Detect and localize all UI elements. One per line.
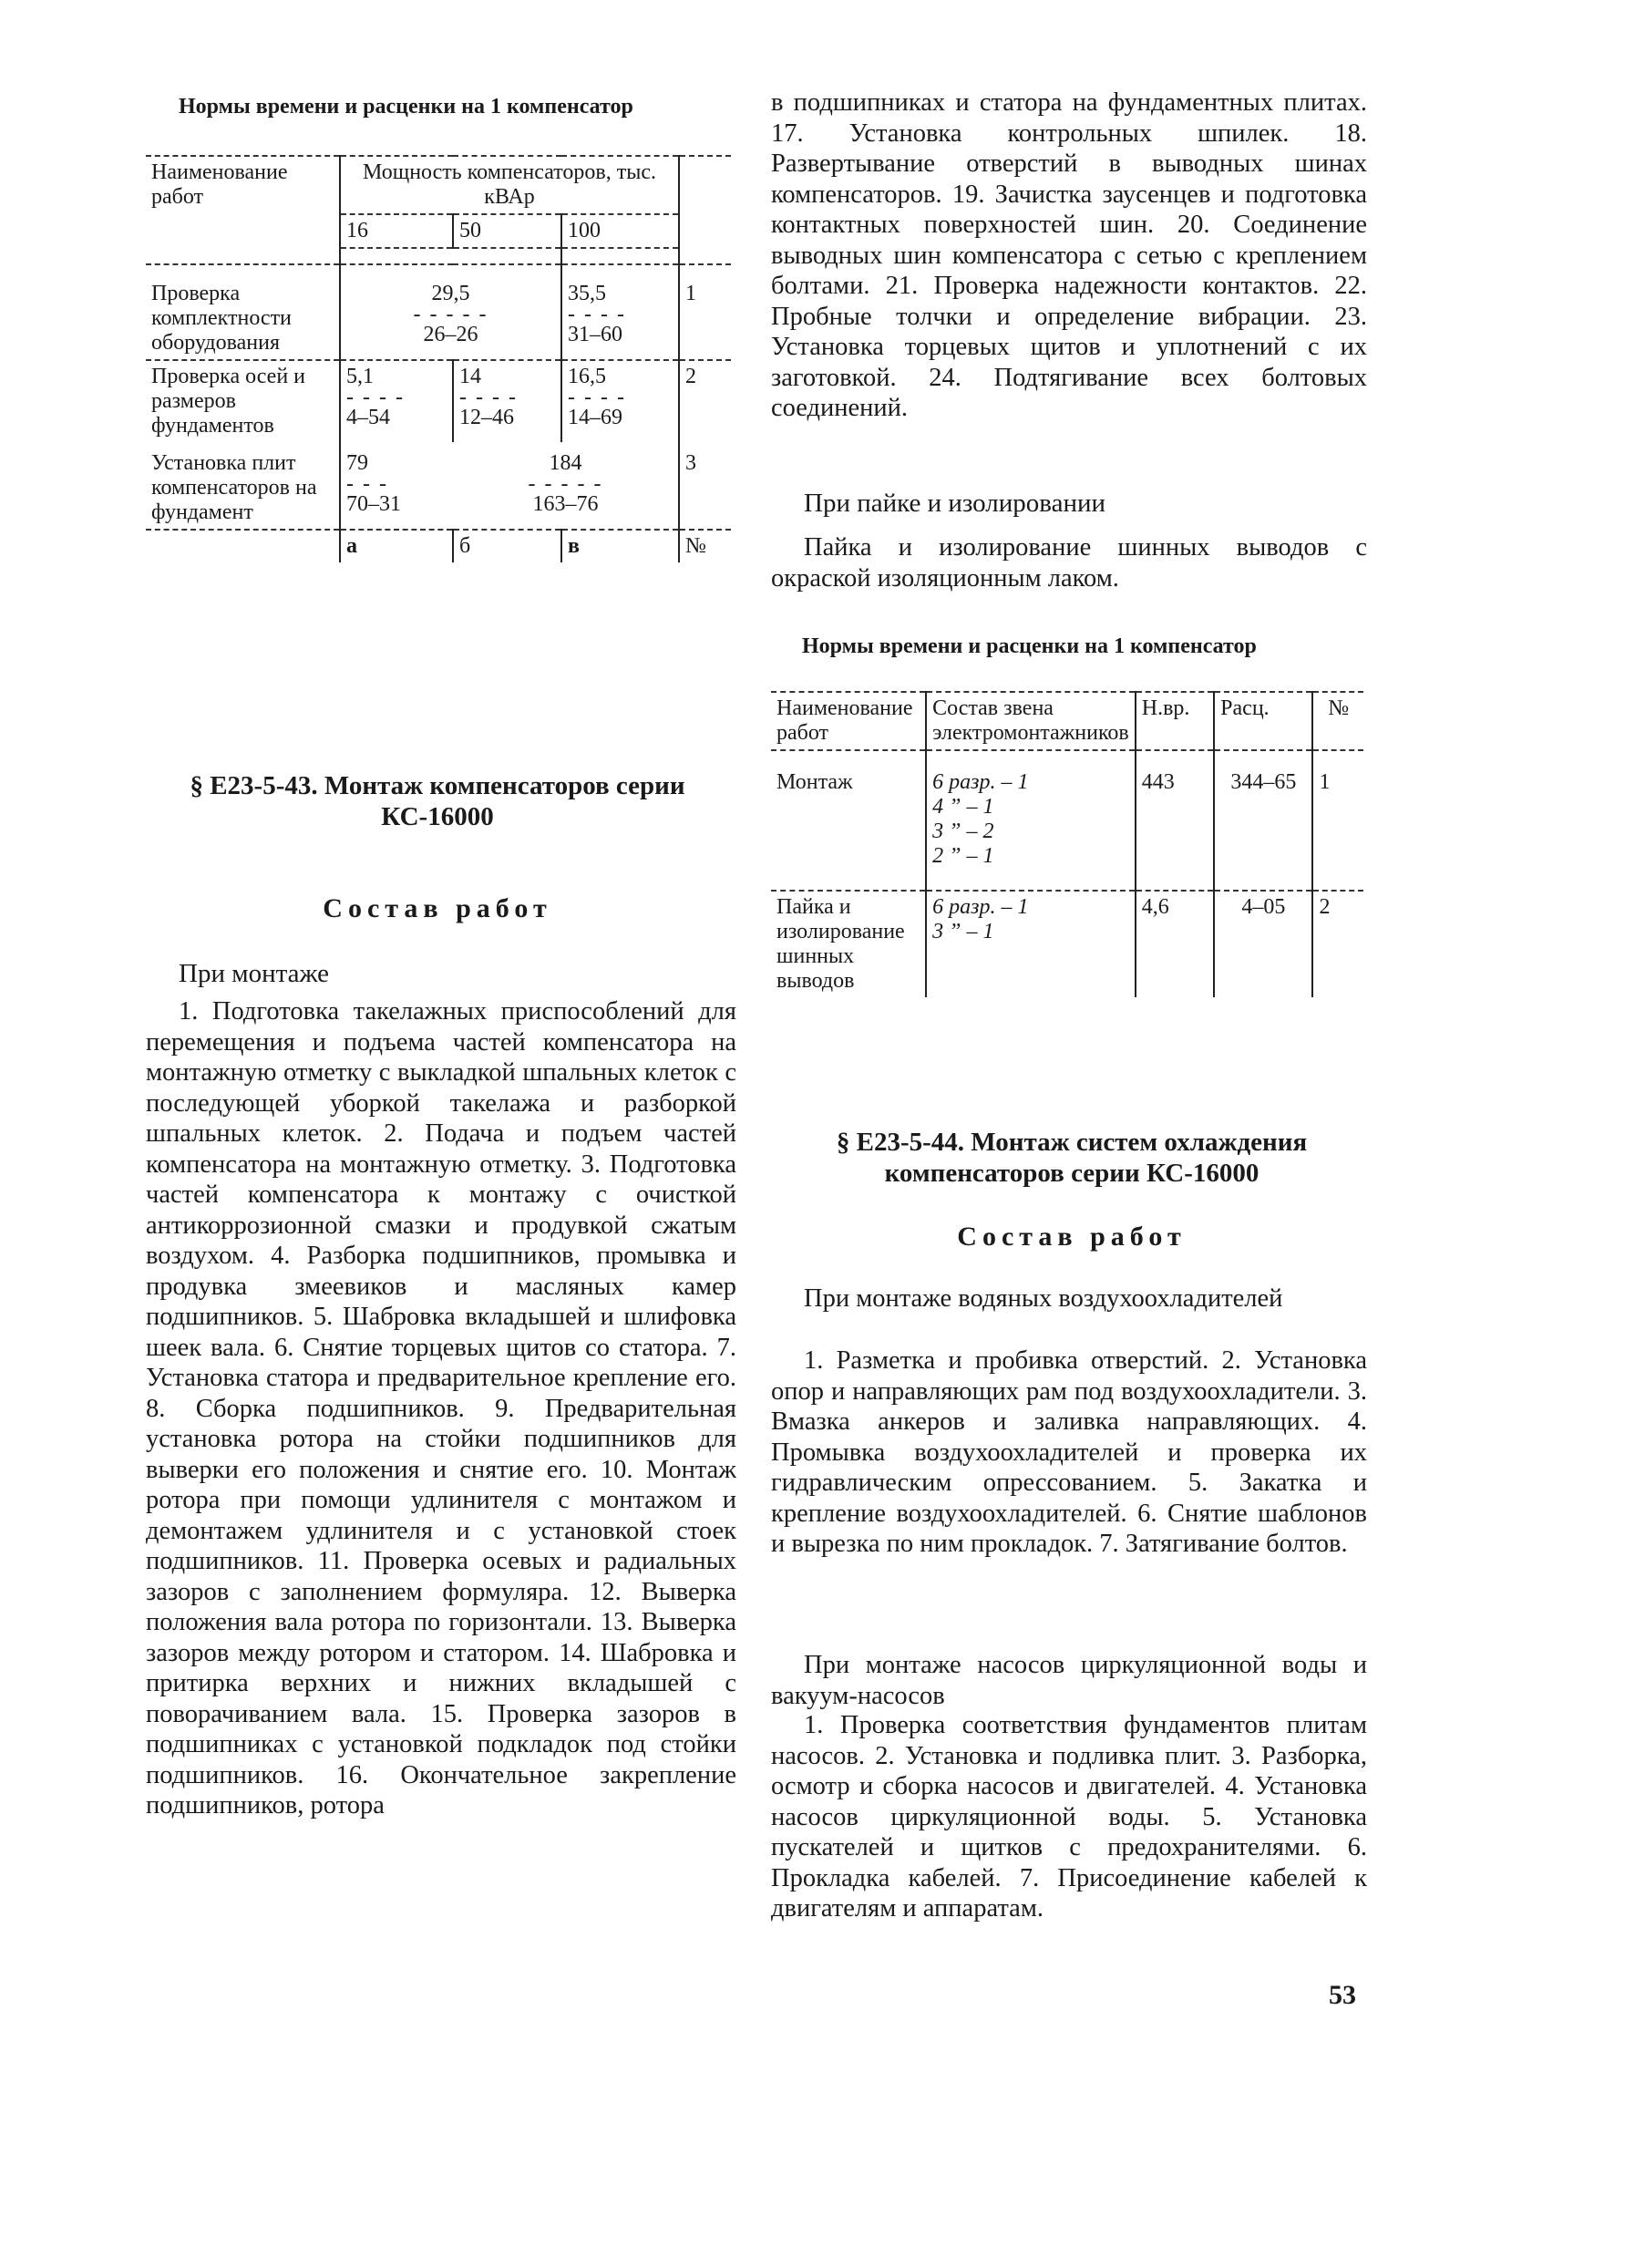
table1-header-power: Мощность компенсаторов, тыс. кВАр bbox=[340, 156, 679, 214]
table1-row2-c: 16,5 - - - - 14–69 bbox=[561, 360, 679, 442]
table1-row2-num: 2 bbox=[679, 360, 731, 442]
table1-row1-name: Проверка комплектности оборудования bbox=[151, 282, 292, 355]
table1-row2-name: Проверка осей и размеров фундаментов bbox=[151, 365, 306, 438]
table2-row2-name: Пайка и изолирование шинных выводов bbox=[776, 895, 905, 993]
table2-header-name: Наименование работ bbox=[776, 696, 913, 745]
table1-header-name: Наименование работ bbox=[151, 160, 288, 209]
table2-row1-name: Монтаж bbox=[776, 770, 853, 794]
table2-header-nvr: Н.вр. bbox=[1136, 692, 1214, 750]
table-row bbox=[771, 767, 1363, 872]
table2-caption: Нормы времени и расценки на 1 компенсатор bbox=[802, 634, 1257, 658]
pumps-text: 1. Проверка соответствия фундаментов плитам насосов. 2. Установка и подливка плит. 3. Разборка, осмотр и сборка насосов и двигателей. 4. Установка насосов циркуляционной воды. 5. Установка пускателей и щитков с предохранителями. 6. Прокладка кабелей. 7. Присоединение кабелей к двигателям и аппаратам. bbox=[771, 1711, 1367, 1923]
table-row bbox=[146, 360, 731, 442]
table1-sub-100: 100 bbox=[561, 214, 679, 248]
montage-continued: в подшипниках и статора на фундаментных плитах. 17. Установка контрольных шпилек. 18. Развертывание отверстий в выводных шинах компенсаторов. 19. Зачистка заусенцев и подготовка контактных поверхностей шин. 20. Соединение выводных шин компенсатора с сетью с креплением болтами. 21. Проверка надежности контактов. 22. Пробные толчки и определение вибрации. 23. Установка торцевых щитов и уплотнений с их заготовкой. 24. Подтягивание всех болтовых соединений. bbox=[771, 88, 1367, 422]
montage-heading: При монтаже bbox=[179, 959, 330, 988]
table2-row1-rate: 344–65 bbox=[1214, 767, 1312, 872]
table1 bbox=[146, 155, 731, 562]
table1-footer-c: в bbox=[561, 530, 679, 562]
section44-subtitle: Состав работ bbox=[957, 1222, 1187, 1252]
table1-footer-a: а bbox=[340, 530, 453, 562]
table1-row3-num: 3 bbox=[679, 442, 731, 530]
table1-row2-b: 14 - - - - 12–46 bbox=[453, 360, 561, 442]
table1-row3-name: Установка плит компенсаторов на фундамент bbox=[151, 451, 317, 524]
table1-row3-a: 79 - - - 70–31 bbox=[340, 442, 453, 530]
table2-row1-num: 1 bbox=[1312, 767, 1363, 872]
table1-sub-16: 16 bbox=[340, 214, 453, 248]
table-row bbox=[146, 264, 731, 360]
table-row bbox=[771, 891, 1363, 997]
soldering-text: Пайка и изолирование шинных выводов с окраской изоляционным лаком. bbox=[771, 533, 1367, 593]
table2-header-rate: Расц. bbox=[1214, 692, 1312, 750]
table1-caption: Нормы времени и расценки на 1 компенсатор bbox=[179, 95, 633, 119]
soldering-heading: При пайке и изолировании bbox=[804, 489, 1106, 518]
table2-row1-nvr: 443 bbox=[1136, 767, 1214, 872]
table-row bbox=[146, 442, 731, 530]
table2 bbox=[771, 691, 1363, 997]
pumps-heading: При монтаже насосов циркуляционной воды и вакуум-насосов bbox=[771, 1651, 1367, 1710]
section44-title: § Е23-5-44. Монтаж систем охлаждения компенсаторов серии КС-16000 bbox=[836, 1128, 1308, 1188]
coolers-text: 1. Разметка и пробивка отверстий. 2. Установка опор и направляющих рам под воздухоохладители. 3. Вмазка анкеров и заливка направляющих. 4. Промывка воздухоохладителей и проверка их гидравлическим опрессованием. 5. Закатка и крепление воздухоохладителей. 6. Снятие шаблонов и вырезка по ним прокладок. 7. Затягивание болтов. bbox=[771, 1346, 1367, 1558]
table1-footer-b: б bbox=[453, 530, 561, 562]
table1-row1-ab: 29,5 - - - - - 26–26 bbox=[340, 264, 561, 360]
section43-title: § Е23-5-43. Монтаж компенсаторов серии КС-16000 bbox=[190, 771, 685, 831]
table1-row1-num: 1 bbox=[679, 264, 731, 360]
table1-row2-a: 5,1 - - - - 4–54 bbox=[340, 360, 453, 442]
table2-row2-num: 2 bbox=[1312, 891, 1363, 997]
page-number: 53 bbox=[1329, 1980, 1356, 2010]
table2-row1-crew: 6 разр. – 1 4 ” – 1 3 ” – 2 2 ” – 1 bbox=[926, 767, 1136, 872]
table1-sub-50: 50 bbox=[453, 214, 561, 248]
section43-subtitle: Состав работ bbox=[323, 893, 552, 923]
table1-row1-c: 35,5 - - - - 31–60 bbox=[561, 264, 679, 360]
coolers-heading: При монтаже водяных воздухоохладителей bbox=[804, 1284, 1283, 1313]
table2-header-crew: Состав звена электромонтажников bbox=[926, 692, 1136, 750]
table1-row3-bc: 184 - - - - - 163–76 bbox=[528, 451, 603, 516]
table2-row2-rate: 4–05 bbox=[1214, 891, 1312, 997]
table2-header-num: № bbox=[1312, 692, 1363, 750]
table2-row2-nvr: 4,6 bbox=[1136, 891, 1214, 997]
table2-row2-crew: 6 разр. – 1 3 ” – 1 bbox=[926, 891, 1136, 997]
table1-footer-num: № bbox=[679, 530, 731, 562]
montage-text: 1. Подготовка такелажных приспособлений для перемещения и подъема частей компенсатора на монтажную отметку с выкладкой шпальных клеток с последующей уборкой такелажа и разборкой шпальных клеток. 2. Подача и подъем частей компенсатора на монтажную отметку. 3. Подготовка частей компенсатора к монтажу с очисткой антикоррозионной смазки и продувкой сжатым воздухом. 4. Разборка подшипников, промывка и продувка змеевиков и масляных камер подшипников. 5. Шабровка вкладышей и шлифовка шеек вала. 6. Снятие торцевых щитов со статора. 7. Установка статора и предварительное крепление его. 8. Сборка подшипников. 9. Предварительная установка ротора на стойки подшипников для выверки его положения и снятие его. 10. Монтаж ротора при помощи удлинителя с монтажом и демонтажем удлинителя и с установкой стоек подшипников. 11. Проверка осевых и радиальных зазоров с заполнением формуляра. 12. Выверка положения вала ротора по горизонтали. 13. Выверка зазоров между ротором и статором. 14. Шабровка и притирка верхних и нижних вкладышей с поворачиванием вала. 15. Проверка зазоров в подшипниках с установкой подкладок под стойки подшипников. 16. Окончательное закрепление подшипников, ротора bbox=[146, 997, 736, 1820]
